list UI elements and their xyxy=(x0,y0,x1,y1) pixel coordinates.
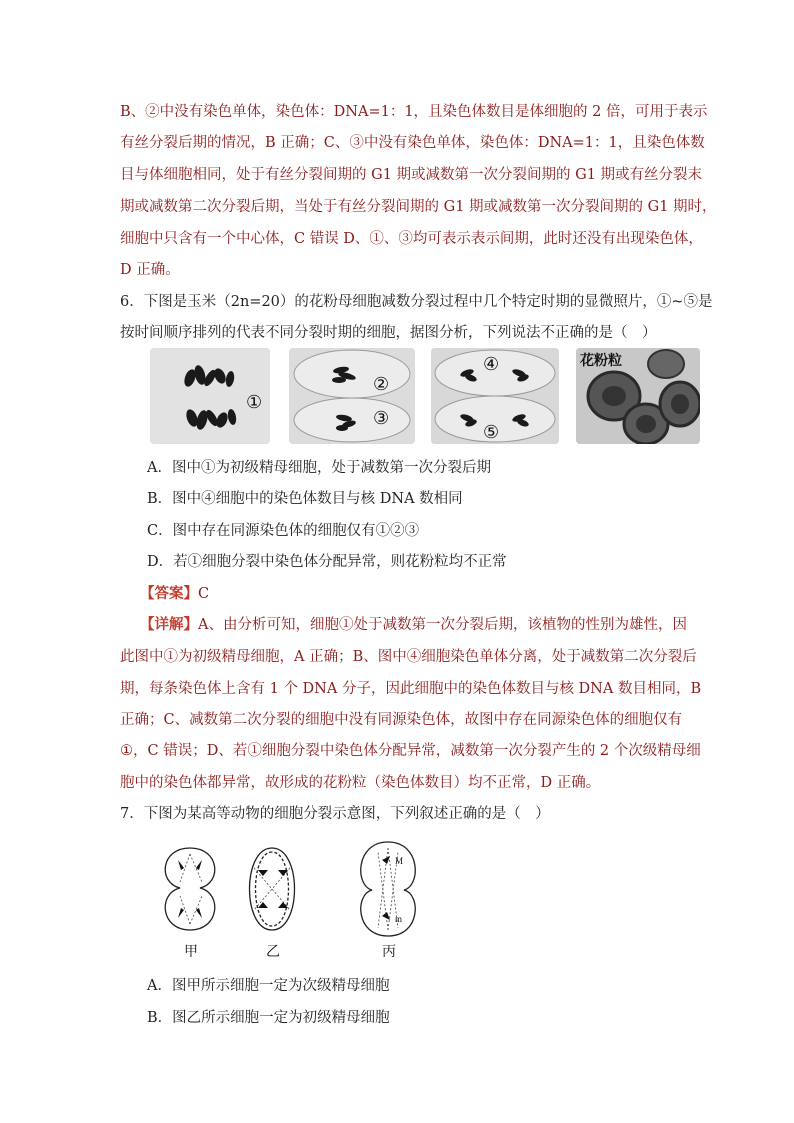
chromosome-image xyxy=(289,348,415,444)
text-line: 有丝分裂后期的情况，B 正确；C、③中没有染色单体，染色体：DNA=1：1，且染色体数 xyxy=(120,135,705,151)
detail-line: 胞中的染色体都异常，故形成的花粉粒（染色体数目）均不正常，D 正确。 xyxy=(120,775,601,791)
option-c: C．图中存在同源染色体的细胞仅有①②③ xyxy=(147,523,420,539)
cell-division-diagram xyxy=(150,838,440,963)
detail-line: 期，每条染色体上含有 1 个 DNA 分子，因此细胞中的染色体数目与核 DNA 数目相同，B xyxy=(120,681,702,697)
label-m: m xyxy=(395,914,403,924)
option-d: D．若①细胞分裂中染色体分配异常，则花粉粒均不正常 xyxy=(147,554,507,570)
cell-label-1: ① xyxy=(246,392,263,413)
text-line: 目与体细胞相同，处于有丝分裂间期的 G1 期或减数第一次分裂间期的 G1 期或有丝分裂末 xyxy=(120,167,703,183)
question-stem: 6．下图是玉米（2n=20）的花粉母细胞减数分裂过程中几个特定时期的显微照片，①~⑤是 xyxy=(120,294,713,310)
detail-tag: 【详解】 xyxy=(140,616,198,633)
label-yi: 乙 xyxy=(266,945,280,960)
option-b: B．图乙所示细胞一定为初级精母细胞 xyxy=(147,1010,390,1026)
cell-label-2: ② xyxy=(373,374,390,395)
micrograph-cell-1 xyxy=(150,348,270,444)
label-M: M xyxy=(395,856,404,866)
question-stem: 7．下图为某高等动物的细胞分裂示意图，下列叙述正确的是（ ） xyxy=(120,806,550,822)
cell-label-4: ④ xyxy=(483,354,500,375)
text-line: 期或减数第二次分裂后期，当处于有丝分裂间期的 G1 期或减数第一次分裂间期的 G1 期时， xyxy=(120,199,717,215)
micrograph-pollen xyxy=(576,348,700,444)
detail-line: 此图中①为初级精母细胞，A 正确；B、图中④细胞染色单体分离，处于减数第二次分裂后 xyxy=(120,649,697,665)
option-a: A．图中①为初级精母细胞，处于减数第一次分裂后期 xyxy=(147,460,491,476)
answer-value: C xyxy=(198,586,210,602)
text-line: 细胞中只含有一个中心体，C 错误 D、①、③均可表示表示间期，此时还没有出现染色体， xyxy=(120,231,703,247)
option-b: B．图中④细胞中的染色体数目与核 DNA 数相同 xyxy=(147,491,463,507)
option-a: A．图甲所示细胞一定为次级精母细胞 xyxy=(147,978,390,994)
micrograph-cells-4-5 xyxy=(431,348,559,444)
text-line: B、②中没有染色单体，染色体：DNA=1：1，且染色体数目是体细胞的 2 倍，可用于表示 xyxy=(120,104,708,120)
detail-line: ①，C 错误；D、若①细胞分裂中染色体分配异常，减数第一次分裂产生的 2 个次级精母细 xyxy=(120,743,701,759)
answer xyxy=(140,584,209,604)
question-stem: 按时间顺序排列的代表不同分裂时期的细胞，据图分析，下列说法不正确的是（ ） xyxy=(120,325,657,341)
cell-label-5: ⑤ xyxy=(483,422,500,443)
label-bing: 丙 xyxy=(382,945,396,960)
text-line: D 正确。 xyxy=(120,262,180,278)
pollen-label: 花粉粒 xyxy=(580,353,622,369)
detail-line: 正确；C、减数第二次分裂的细胞中没有同源染色体，故图中存在同源染色体的细胞仅有 xyxy=(120,712,683,728)
cell-label-3: ③ xyxy=(373,408,390,429)
micrograph-cells-2-3 xyxy=(289,348,415,444)
detail-line xyxy=(140,615,687,635)
label-jia: 甲 xyxy=(184,945,198,960)
answer-tag: 【答案】 xyxy=(140,585,198,602)
detail-text: A、由分析可知，细胞①处于减数第一次分裂后期，该植物的性别为雄性，因 xyxy=(198,617,687,633)
